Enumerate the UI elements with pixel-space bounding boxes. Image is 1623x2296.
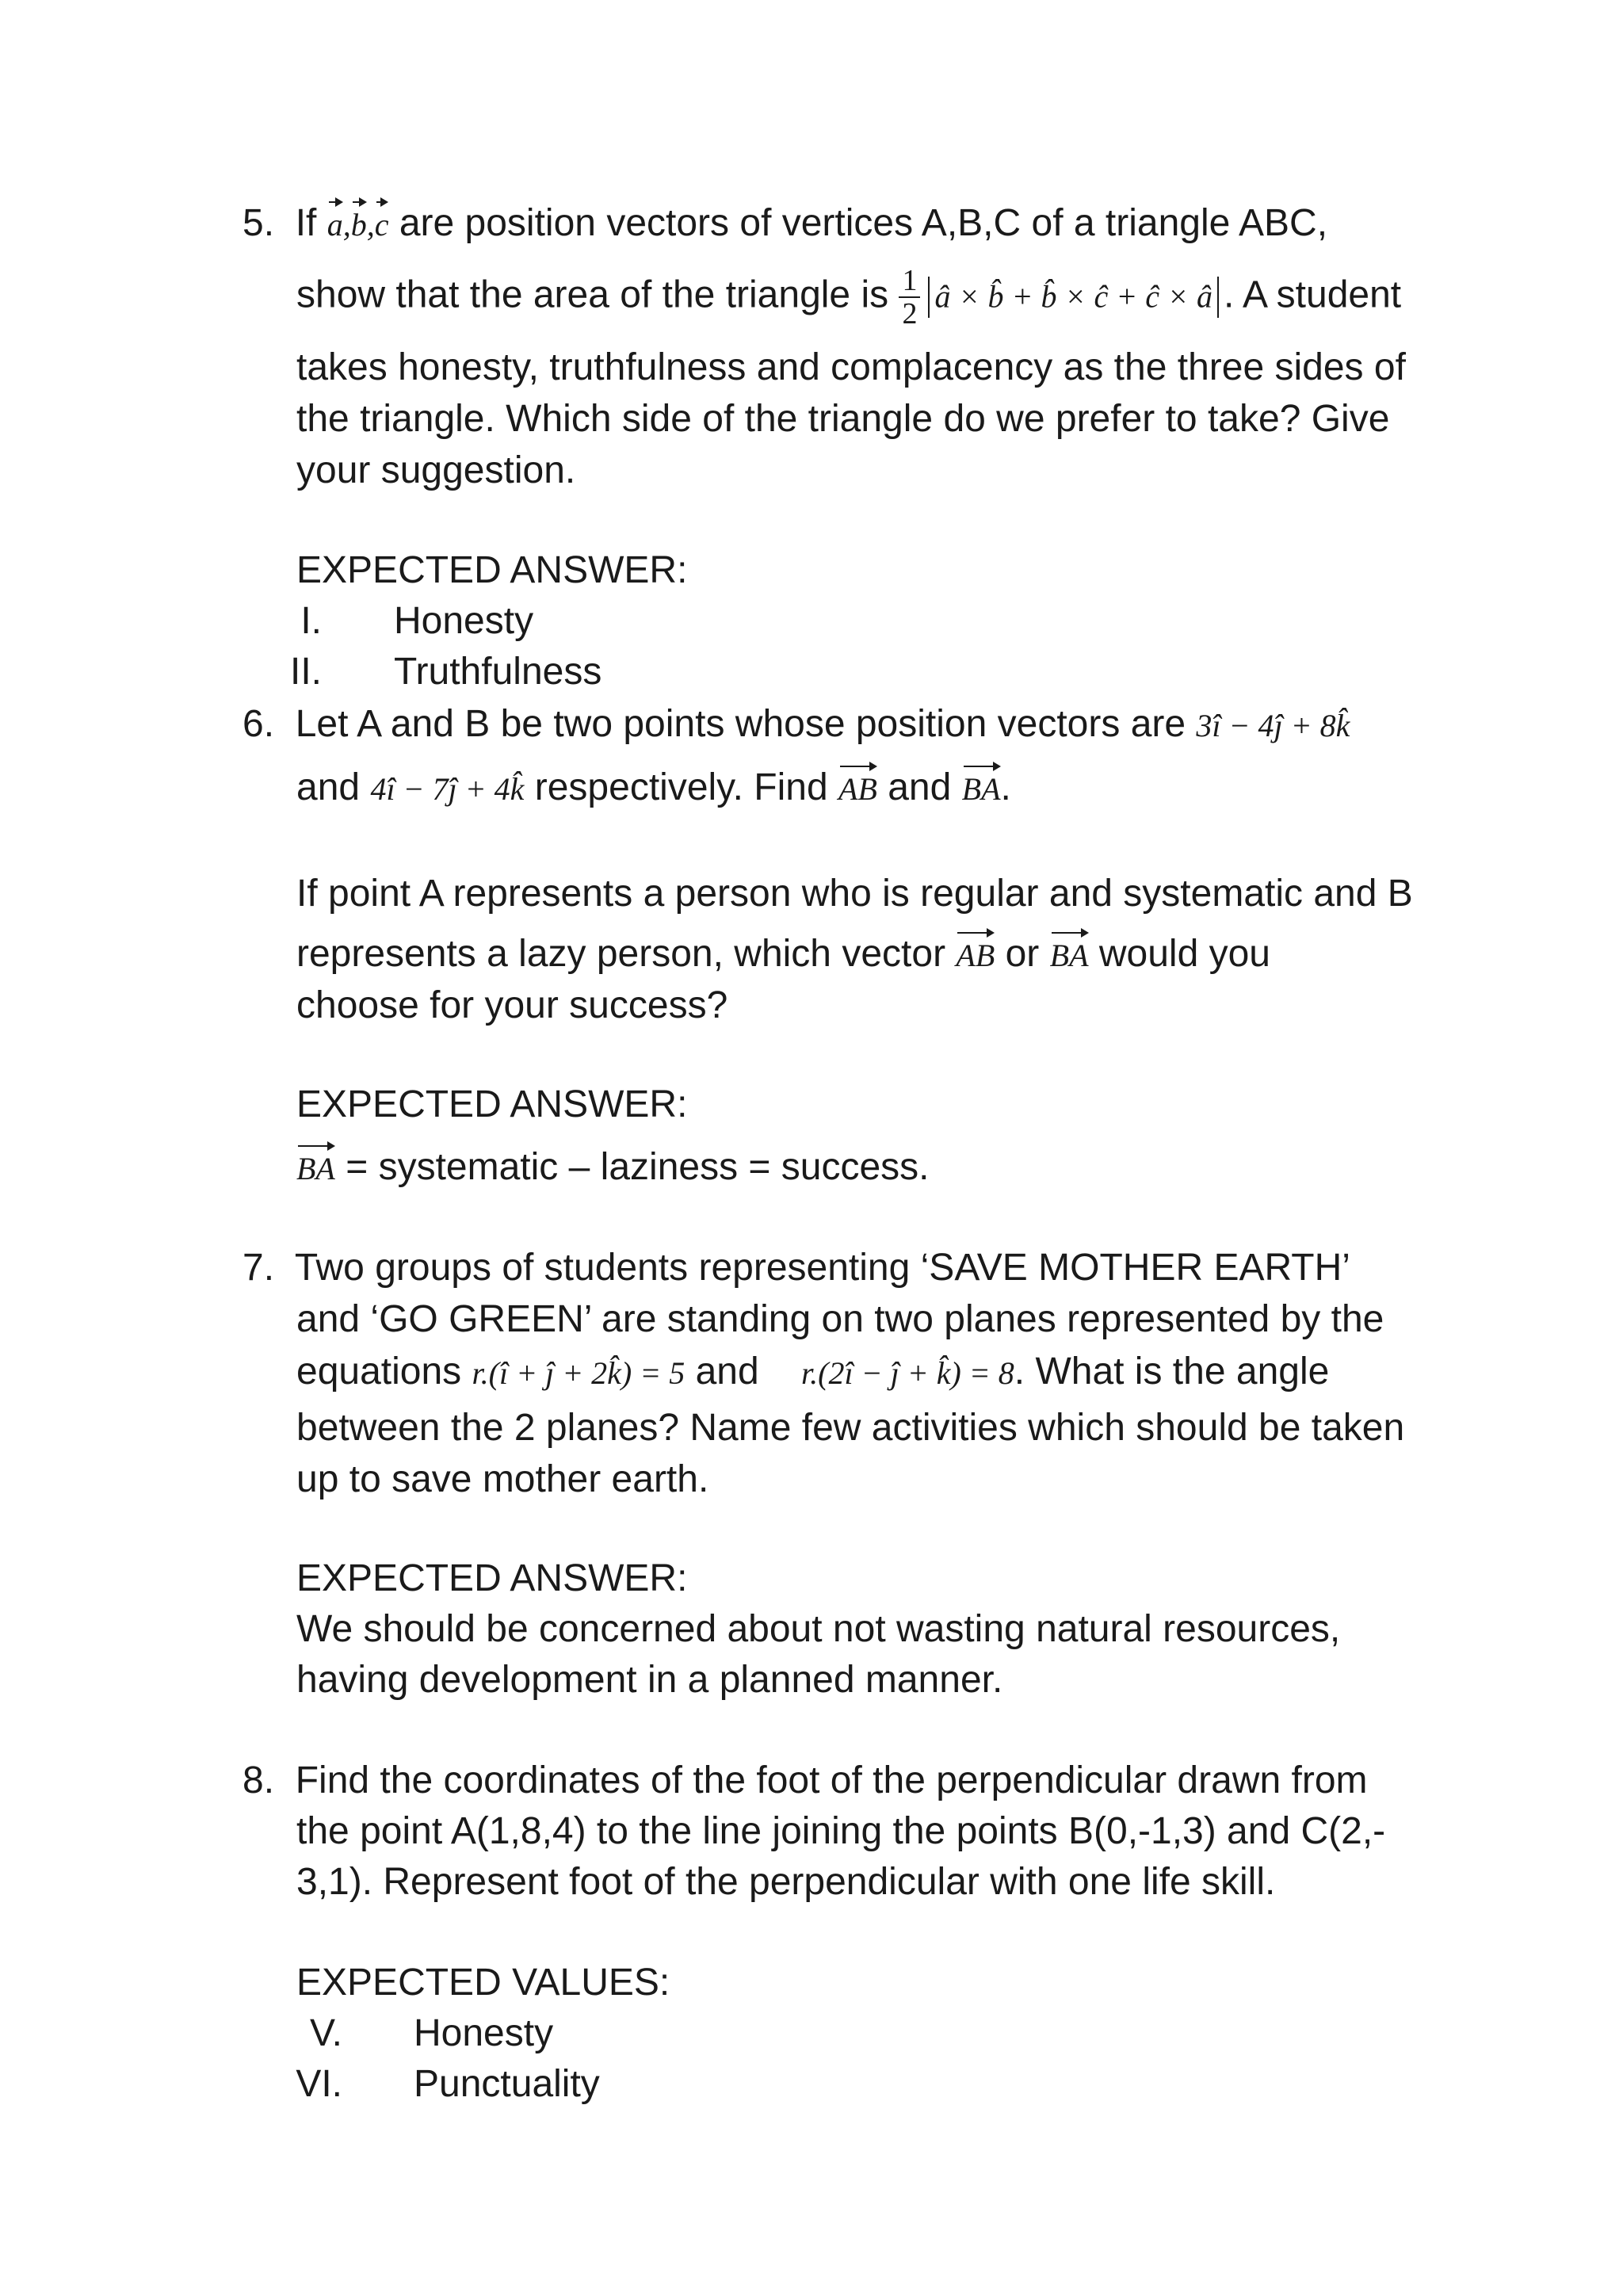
q5-abs-bar-right — [1217, 277, 1219, 318]
q7-answer-line1: We should be concerned about not wasting natural resources, — [296, 1608, 1341, 1650]
q5-line2-text: show that the area of the triangle is — [296, 273, 889, 316]
q5-line4: the triangle. Which side of the triangle do we prefer to take? Give — [296, 398, 1390, 440]
q6-vector-ba: BA — [962, 764, 1001, 815]
q6-line4-vector-ba: BA — [1050, 930, 1089, 981]
q8-line3: 3,1). Represent foot of the perpendicular with one life skill. — [296, 1861, 1276, 1903]
q8-answer-1-text: Honesty — [414, 2012, 554, 2054]
q7-line3 — [296, 1347, 1329, 1399]
q8-answer-heading: EXPECTED VALUES: — [296, 1962, 670, 2004]
q5-line3: takes honesty, truthfulness and complacency as the three sides of — [296, 346, 1406, 388]
q7-line3-text: equations — [296, 1350, 462, 1392]
q6-number: 6. — [242, 703, 275, 745]
q7-line1-text: Two groups of students representing ‘SAVE MOTHER EARTH’ — [294, 1247, 1350, 1289]
q6-line4-end: would you — [1098, 933, 1270, 975]
q8-answer-2-text: Punctuality — [414, 2063, 600, 2105]
q7-line5: up to save mother earth. — [296, 1458, 709, 1500]
q7-plane-equation-1: r.(î + ĵ + 2k̂) = 5 — [472, 1355, 685, 1391]
q7-line4: between the 2 planes? Name few activities which should be taken — [296, 1407, 1405, 1449]
q5-answer-heading: EXPECTED ANSWER: — [296, 549, 688, 591]
q7-line3-and: and — [695, 1350, 759, 1392]
q6-line2-period: . — [1000, 766, 1011, 808]
q6-line2-and2: and — [888, 766, 952, 808]
q6-line2-mid: respectively. Find — [534, 766, 828, 808]
q5-line2-end: . A student — [1223, 273, 1402, 316]
q7-line3-end: . What is the angle — [1014, 1350, 1330, 1392]
q6-vector-ab: AB — [838, 764, 877, 815]
q6-line2-and: and — [296, 766, 361, 808]
q5-answer-1-roman: I. — [300, 600, 322, 642]
q7-line2: and ‘GO GREEN’ are standing on two planes represented by the — [296, 1298, 1384, 1340]
q6-line5: choose for your success? — [296, 984, 728, 1026]
q6-line1-text: Let A and B be two points whose position vectors are — [295, 703, 1186, 745]
q8-line2: the point A(1,8,4) to the line joining the points B(0,-1,3) and C(2,- — [296, 1810, 1386, 1852]
q6-answer — [296, 1142, 930, 1194]
q5-line5: your suggestion. — [296, 449, 576, 491]
q6-line2 — [296, 762, 1011, 815]
q8-number: 8. — [242, 1759, 275, 1801]
q7-line1 — [242, 1243, 1350, 1293]
q6-line1 — [242, 699, 1350, 751]
q6-line4-or: or — [1005, 933, 1040, 975]
q5-line1 — [242, 198, 1327, 250]
q8-answer-1-roman: V. — [310, 2012, 342, 2054]
q5-fraction-half: $\frac{1}{2}$ — [899, 265, 920, 330]
q6-answer-vector: BA — [296, 1144, 335, 1194]
q5-number: 5. — [242, 202, 275, 244]
q6-vector-b: 4î − 7ĵ + 4k̂ — [370, 771, 525, 807]
q5-answer-2-text: Truthfulness — [394, 651, 602, 693]
q8-answer-2-roman: VI. — [296, 2063, 342, 2105]
q7-answer-heading: EXPECTED ANSWER: — [296, 1557, 688, 1599]
q5-answer-1-text: Honesty — [394, 600, 534, 642]
q6-vector-a: 3î − 4ĵ + 8k̂ — [1196, 708, 1350, 743]
q5-line1-text: are position vectors of vertices A,B,C of a triangle ABC, — [399, 202, 1328, 244]
q5-answer-2-roman: II. — [289, 651, 322, 693]
q5-vectors-abc: a,b,c — [327, 207, 389, 243]
q6-answer-text: = systematic – laziness = success. — [346, 1146, 930, 1188]
q6-line4-vector-ab: AB — [956, 930, 995, 981]
q5-abs-bar-left — [928, 277, 930, 318]
q7-number: 7. — [242, 1247, 275, 1289]
q7-answer-line2: having development in a planned manner. — [296, 1659, 1003, 1701]
q5-if: If — [295, 202, 317, 244]
q8-line1 — [242, 1755, 1368, 1806]
q6-answer-heading: EXPECTED ANSWER: — [296, 1083, 688, 1125]
q5-line2 — [296, 265, 1401, 330]
q5-area-formula: â × b̂ + b̂ × ĉ + ĉ × â — [934, 278, 1212, 315]
q8-line1-text: Find the coordinates of the foot of the perpendicular drawn from — [295, 1759, 1368, 1801]
q7-plane-equation-2: r.(2î − ĵ + k̂) = 8 — [801, 1355, 1014, 1391]
q6-line4 — [296, 929, 1270, 981]
q6-line4-text: represents a lazy person, which vector — [296, 933, 946, 975]
q6-line3: If point A represents a person who is regular and systematic and B — [296, 873, 1413, 915]
